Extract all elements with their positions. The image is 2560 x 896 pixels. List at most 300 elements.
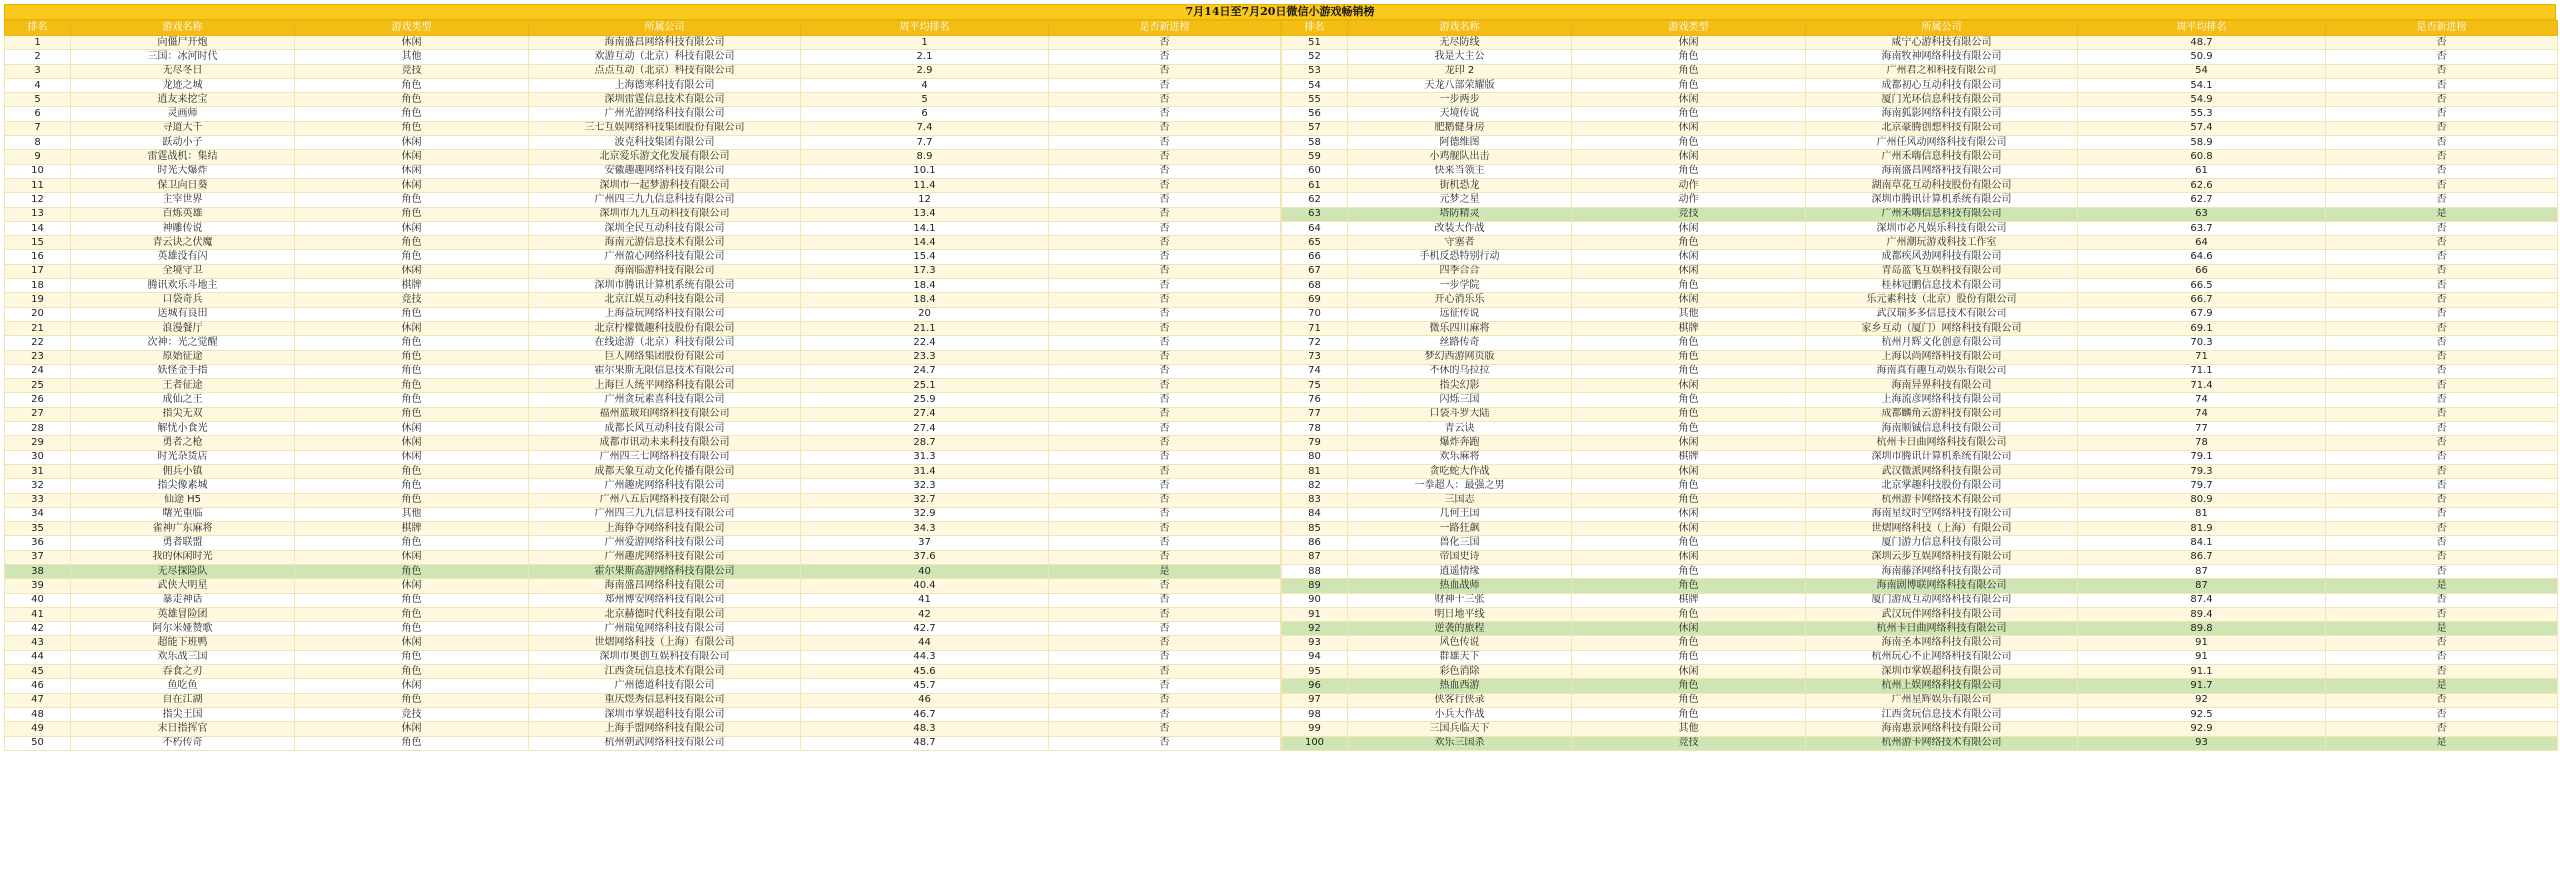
cell-company: 桂林冠鹏信息技术有限公司: [1806, 279, 2078, 293]
cell-game-name: 仙途 H5: [71, 493, 295, 507]
table-row[interactable]: [1282, 593, 2558, 607]
cell-rank: 57: [1282, 121, 1348, 135]
cell-rank: 20: [5, 307, 71, 321]
cell-new-entry: 是: [2326, 207, 2558, 221]
table-row[interactable]: [5, 622, 1281, 636]
table-row[interactable]: [5, 164, 1281, 178]
cell-game-type: 休闲: [1572, 550, 1806, 564]
cell-rank: 21: [5, 321, 71, 335]
cell-game-name: 守塞者: [1348, 236, 1572, 250]
table-row[interactable]: [5, 422, 1281, 436]
table-row[interactable]: [1282, 479, 2558, 493]
cell-company: 厦门光环信息科技有限公司: [1806, 93, 2078, 107]
cell-company: 深圳市奥创互娱科技有限公司: [529, 650, 801, 664]
cell-game-name: 跃动小子: [71, 136, 295, 150]
cell-company: 广州任风动网络科技有限公司: [1806, 136, 2078, 150]
cell-avg-rank: 89.8: [2078, 622, 2326, 636]
table-row[interactable]: [1282, 579, 2558, 593]
cell-game-type: 休闲: [295, 150, 529, 164]
cell-new-entry: 否: [2326, 636, 2558, 650]
table-row[interactable]: [5, 293, 1281, 307]
cell-new-entry: 否: [1049, 736, 1281, 750]
table-row[interactable]: [5, 522, 1281, 536]
header-company[interactable]: 所属公司: [529, 21, 801, 36]
table-row[interactable]: [5, 78, 1281, 92]
table-row[interactable]: [5, 379, 1281, 393]
cell-new-entry: 否: [1049, 350, 1281, 364]
table-row[interactable]: [1282, 207, 2558, 221]
table-row[interactable]: [1282, 450, 2558, 464]
table-row[interactable]: [5, 64, 1281, 78]
cell-game-name: 逍遥情缘: [1348, 564, 1572, 578]
cell-new-entry: 否: [2326, 78, 2558, 92]
cell-company: 海南牧神网络科技有限公司: [1806, 50, 2078, 64]
cell-company: 海南盛昌网络科技有限公司: [529, 579, 801, 593]
cell-game-type: 角色: [1572, 350, 1806, 364]
cell-rank: 84: [1282, 507, 1348, 521]
cell-game-type: 角色: [1572, 707, 1806, 721]
cell-game-type: 竞技: [1572, 736, 1806, 750]
cell-company: 广州星辉娱乐有限公司: [1806, 693, 2078, 707]
cell-game-type: 棋牌: [1572, 321, 1806, 335]
cell-rank: 29: [5, 436, 71, 450]
cell-company: 成都长风互动科技有限公司: [529, 422, 801, 436]
table-row[interactable]: [5, 50, 1281, 64]
cell-avg-rank: 81.9: [2078, 522, 2326, 536]
cell-game-name: 指尖王国: [71, 707, 295, 721]
cell-avg-rank: 63: [2078, 207, 2326, 221]
cell-rank: 10: [5, 164, 71, 178]
cell-rank: 80: [1282, 450, 1348, 464]
cell-game-name: 彩色消除: [1348, 665, 1572, 679]
table-row[interactable]: [1282, 665, 2558, 679]
cell-game-name: 指尖无双: [71, 407, 295, 421]
cell-avg-rank: 4: [801, 78, 1049, 92]
table-row[interactable]: [1282, 264, 2558, 278]
cell-new-entry: 否: [2326, 350, 2558, 364]
table-row[interactable]: [1282, 221, 2558, 235]
cell-avg-rank: 15.4: [801, 250, 1049, 264]
cell-company: 杭州月辉文化创意有限公司: [1806, 336, 2078, 350]
cell-avg-rank: 55.3: [2078, 107, 2326, 121]
table-row[interactable]: [1282, 464, 2558, 478]
cell-rank: 70: [1282, 307, 1348, 321]
cell-company: 海南藤泽网络科技有限公司: [1806, 564, 2078, 578]
cell-new-entry: 否: [1049, 178, 1281, 192]
cell-avg-rank: 42.7: [801, 622, 1049, 636]
table-row[interactable]: [1282, 293, 2558, 307]
cell-game-name: 天龙八部荣耀版: [1348, 78, 1572, 92]
table-row[interactable]: [1282, 650, 2558, 664]
cell-company: 杭州游卡网络技术有限公司: [1806, 493, 2078, 507]
table-row[interactable]: [1282, 679, 2558, 693]
cell-game-type: 休闲: [1572, 665, 1806, 679]
cell-new-entry: 否: [2326, 279, 2558, 293]
cell-company: 深圳市掌娱超科技有限公司: [529, 707, 801, 721]
cell-rank: 19: [5, 293, 71, 307]
cell-avg-rank: 89.4: [2078, 607, 2326, 621]
cell-new-entry: 否: [1049, 393, 1281, 407]
table-row[interactable]: [1282, 164, 2558, 178]
table-row[interactable]: [1282, 193, 2558, 207]
table-row[interactable]: [1282, 121, 2558, 135]
cell-rank: 71: [1282, 321, 1348, 335]
table-row[interactable]: [1282, 736, 2558, 750]
cell-new-entry: 否: [2326, 221, 2558, 235]
table-row[interactable]: [5, 450, 1281, 464]
cell-rank: 73: [1282, 350, 1348, 364]
cell-new-entry: 否: [1049, 450, 1281, 464]
table-row[interactable]: [1282, 550, 2558, 564]
table-row[interactable]: [1282, 364, 2558, 378]
cell-new-entry: 否: [1049, 50, 1281, 64]
table-row[interactable]: [1282, 336, 2558, 350]
table-row[interactable]: [1282, 250, 2558, 264]
cell-company: 重庆煜秀信息科技有限公司: [529, 693, 801, 707]
cell-rank: 23: [5, 350, 71, 364]
cell-company: 广州盈心网络科技有限公司: [529, 250, 801, 264]
cell-game-name: 时光杂货店: [71, 450, 295, 464]
header-game-type[interactable]: 游戏类型: [1572, 21, 1806, 36]
cell-game-type: 角色: [295, 364, 529, 378]
table-header: [1282, 21, 2558, 36]
table-row[interactable]: [1282, 107, 2558, 121]
table-row[interactable]: [5, 693, 1281, 707]
table-row[interactable]: [1282, 393, 2558, 407]
table-row[interactable]: [1282, 536, 2558, 550]
header-avg-rank[interactable]: 周平均排名: [2078, 21, 2326, 36]
table-row[interactable]: [5, 279, 1281, 293]
cell-game-type: 角色: [1572, 64, 1806, 78]
table-row[interactable]: [5, 221, 1281, 235]
table-row[interactable]: [5, 579, 1281, 593]
table-row[interactable]: [5, 564, 1281, 578]
table-row[interactable]: [5, 321, 1281, 335]
table-row[interactable]: [1282, 436, 2558, 450]
cell-avg-rank: 13.4: [801, 207, 1049, 221]
cell-game-name: 不休的乌拉拉: [1348, 364, 1572, 378]
cell-game-type: 角色: [1572, 336, 1806, 350]
table-row[interactable]: [5, 436, 1281, 450]
table-row[interactable]: [5, 393, 1281, 407]
cell-new-entry: 否: [2326, 178, 2558, 192]
table-row[interactable]: [1282, 722, 2558, 736]
cell-rank: 96: [1282, 679, 1348, 693]
table-row[interactable]: [5, 607, 1281, 621]
cell-rank: 88: [1282, 564, 1348, 578]
cell-rank: 16: [5, 250, 71, 264]
cell-game-type: 角色: [295, 736, 529, 750]
cell-new-entry: 是: [2326, 579, 2558, 593]
cell-avg-rank: 91: [2078, 650, 2326, 664]
cell-avg-rank: 46.7: [801, 707, 1049, 721]
cell-avg-rank: 54: [2078, 64, 2326, 78]
cell-company: 青岛蓝飞互娱科技有限公司: [1806, 264, 2078, 278]
cell-new-entry: 否: [1049, 650, 1281, 664]
table-row[interactable]: [5, 679, 1281, 693]
cell-rank: 92: [1282, 622, 1348, 636]
cell-game-name: 阿德维图: [1348, 136, 1572, 150]
table-row[interactable]: [5, 665, 1281, 679]
cell-rank: 51: [1282, 36, 1348, 50]
cell-game-type: 角色: [1572, 279, 1806, 293]
cell-game-name: 三国志: [1348, 493, 1572, 507]
table-row[interactable]: [5, 736, 1281, 750]
cell-game-name: 时光大爆炸: [71, 164, 295, 178]
table-row[interactable]: [1282, 407, 2558, 421]
table-row[interactable]: [1282, 422, 2558, 436]
cell-new-entry: 否: [1049, 121, 1281, 135]
cell-game-type: 休闲: [1572, 264, 1806, 278]
table-row[interactable]: [5, 307, 1281, 321]
cell-new-entry: 否: [2326, 364, 2558, 378]
cell-rank: 39: [5, 579, 71, 593]
table-row[interactable]: [1282, 136, 2558, 150]
cell-avg-rank: 7.7: [801, 136, 1049, 150]
cell-rank: 56: [1282, 107, 1348, 121]
table-row[interactable]: [1282, 321, 2558, 335]
header-game-name[interactable]: 游戏名称: [1348, 21, 1572, 36]
cell-avg-rank: 14.1: [801, 221, 1049, 235]
cell-new-entry: 否: [1049, 379, 1281, 393]
table-row[interactable]: [1282, 622, 2558, 636]
cell-game-type: 其他: [1572, 307, 1806, 321]
cell-new-entry: 否: [1049, 665, 1281, 679]
table-row[interactable]: [5, 93, 1281, 107]
table-row[interactable]: [5, 121, 1281, 135]
cell-game-name: 雀神广东麻将: [71, 522, 295, 536]
table-row[interactable]: [1282, 564, 2558, 578]
cell-avg-rank: 44.3: [801, 650, 1049, 664]
cell-rank: 46: [5, 679, 71, 693]
cell-game-type: 角色: [1572, 407, 1806, 421]
cell-game-name: 寻道大千: [71, 121, 295, 135]
cell-company: 北京掌趣科技股份有限公司: [1806, 479, 2078, 493]
cell-game-type: 角色: [1572, 164, 1806, 178]
table-row[interactable]: [1282, 178, 2558, 192]
cell-game-type: 角色: [295, 207, 529, 221]
cell-new-entry: 否: [2326, 236, 2558, 250]
cell-game-type: 角色: [295, 307, 529, 321]
cell-new-entry: 否: [2326, 607, 2558, 621]
table-row[interactable]: [1282, 707, 2558, 721]
table-row[interactable]: [5, 264, 1281, 278]
cell-company: 巨人网络集团股份有限公司: [529, 350, 801, 364]
table-row[interactable]: [1282, 636, 2558, 650]
table-row[interactable]: [1282, 236, 2558, 250]
table-row[interactable]: [5, 250, 1281, 264]
cell-game-name: 末日指挥官: [71, 722, 295, 736]
cell-game-name: 神雕传说: [71, 221, 295, 235]
table-row[interactable]: [5, 236, 1281, 250]
table-row[interactable]: [5, 407, 1281, 421]
cell-company: 广州四三九九信息科技有限公司: [529, 193, 801, 207]
table-row[interactable]: [1282, 279, 2558, 293]
header-game-type[interactable]: 游戏类型: [295, 21, 529, 36]
table-row[interactable]: [1282, 64, 2558, 78]
cell-game-type: 角色: [1572, 236, 1806, 250]
cell-rank: 7: [5, 121, 71, 135]
cell-game-name: 自在江湖: [71, 693, 295, 707]
cell-game-type: 休闲: [1572, 36, 1806, 50]
table-row[interactable]: [5, 650, 1281, 664]
cell-rank: 1: [5, 36, 71, 50]
cell-rank: 62: [1282, 193, 1348, 207]
cell-rank: 26: [5, 393, 71, 407]
cell-rank: 94: [1282, 650, 1348, 664]
cell-game-name: 指尖幻影: [1348, 379, 1572, 393]
cell-avg-rank: 27.4: [801, 422, 1049, 436]
cell-avg-rank: 61: [2078, 164, 2326, 178]
cell-company: 海南狐影网络科技有限公司: [1806, 107, 2078, 121]
cell-company: 深圳市掌娱超科技有限公司: [1806, 665, 2078, 679]
cell-game-type: 角色: [295, 236, 529, 250]
table-row[interactable]: [5, 722, 1281, 736]
table-row[interactable]: [5, 336, 1281, 350]
cell-new-entry: 否: [2326, 264, 2558, 278]
cell-avg-rank: 18.4: [801, 293, 1049, 307]
table-row[interactable]: [5, 207, 1281, 221]
cell-company: 上海流彦网络科技有限公司: [1806, 393, 2078, 407]
table-row[interactable]: [5, 593, 1281, 607]
table-row[interactable]: [1282, 493, 2558, 507]
cell-company: 成都麟角云游科技有限公司: [1806, 407, 2078, 421]
cell-avg-rank: 87: [2078, 579, 2326, 593]
cell-game-name: 暴走神话: [71, 593, 295, 607]
cell-game-type: 角色: [295, 407, 529, 421]
cell-avg-rank: 54.1: [2078, 78, 2326, 92]
cell-rank: 93: [1282, 636, 1348, 650]
cell-company: 上海铮夺网络科技有限公司: [529, 522, 801, 536]
cell-rank: 42: [5, 622, 71, 636]
table-row[interactable]: [1282, 78, 2558, 92]
header-avg-rank[interactable]: 周平均排名: [801, 21, 1049, 36]
header-company[interactable]: 所属公司: [1806, 21, 2078, 36]
cell-company: 广州禾嗨信息科技有限公司: [1806, 207, 2078, 221]
cell-new-entry: 否: [1049, 150, 1281, 164]
cell-company: 厦门游力信息科技有限公司: [1806, 536, 2078, 550]
cell-rank: 85: [1282, 522, 1348, 536]
cell-game-name: 一拳超人：最强之男: [1348, 479, 1572, 493]
cell-company: 海南临游科技有限公司: [529, 264, 801, 278]
table-row[interactable]: [5, 479, 1281, 493]
cell-game-type: 角色: [295, 393, 529, 407]
cell-rank: 63: [1282, 207, 1348, 221]
cell-new-entry: 否: [1049, 364, 1281, 378]
table-row[interactable]: [1282, 307, 2558, 321]
cell-game-name: 几何王国: [1348, 507, 1572, 521]
table-row[interactable]: [1282, 522, 2558, 536]
table-row[interactable]: [1282, 36, 2558, 50]
cell-new-entry: 否: [1049, 550, 1281, 564]
cell-company: 杭州游卡网络技术有限公司: [1806, 736, 2078, 750]
cell-company: 广州趣虎网络科技有限公司: [529, 479, 801, 493]
cell-rank: 15: [5, 236, 71, 250]
cell-rank: 76: [1282, 393, 1348, 407]
cell-game-name: 原始征途: [71, 350, 295, 364]
cell-company: 广州君之和科技有限公司: [1806, 64, 2078, 78]
table-row[interactable]: [5, 136, 1281, 150]
header-new-entry[interactable]: 是否新进榜: [2326, 21, 2558, 36]
table-row[interactable]: [5, 364, 1281, 378]
cell-game-name: 我是大主公: [1348, 50, 1572, 64]
cell-rank: 44: [5, 650, 71, 664]
cell-game-type: 角色: [295, 78, 529, 92]
cell-avg-rank: 91: [2078, 636, 2326, 650]
table-row[interactable]: [5, 350, 1281, 364]
cell-avg-rank: 5: [801, 93, 1049, 107]
cell-avg-rank: 37: [801, 536, 1049, 550]
cell-new-entry: 否: [2326, 436, 2558, 450]
cell-game-name: 浪漫餐厅: [71, 321, 295, 335]
table-row[interactable]: [5, 178, 1281, 192]
header-new-entry[interactable]: 是否新进榜: [1049, 21, 1281, 36]
table-row[interactable]: [1282, 50, 2558, 64]
cell-game-name: 明日地平线: [1348, 607, 1572, 621]
cell-company: 世熠网络科技（上海）有限公司: [529, 636, 801, 650]
table-row[interactable]: [5, 493, 1281, 507]
cell-rank: 69: [1282, 293, 1348, 307]
cell-game-type: 休闲: [1572, 93, 1806, 107]
cell-rank: 75: [1282, 379, 1348, 393]
cell-new-entry: 否: [1049, 336, 1281, 350]
table-row[interactable]: [1282, 350, 2558, 364]
cell-game-name: 小兵大作战: [1348, 707, 1572, 721]
cell-company: 武汉微派网络科技有限公司: [1806, 464, 2078, 478]
table-row[interactable]: [1282, 607, 2558, 621]
table-row[interactable]: [5, 707, 1281, 721]
header-game-name[interactable]: 游戏名称: [71, 21, 295, 36]
table-row[interactable]: [1282, 93, 2558, 107]
cell-rank: 24: [5, 364, 71, 378]
cell-rank: 53: [1282, 64, 1348, 78]
cell-avg-rank: 79.7: [2078, 479, 2326, 493]
table-row[interactable]: [5, 507, 1281, 521]
cell-new-entry: 否: [2326, 593, 2558, 607]
cell-rank: 34: [5, 507, 71, 521]
table-row[interactable]: [5, 464, 1281, 478]
table-row[interactable]: [5, 193, 1281, 207]
cell-avg-rank: 60.8: [2078, 150, 2326, 164]
cell-game-type: 角色: [295, 564, 529, 578]
cell-new-entry: 是: [2326, 679, 2558, 693]
table-row[interactable]: [5, 550, 1281, 564]
cell-rank: 82: [1282, 479, 1348, 493]
cell-game-name: 送城有良田: [71, 307, 295, 321]
table-row[interactable]: [5, 536, 1281, 550]
table-row[interactable]: [1282, 693, 2558, 707]
cell-new-entry: 否: [2326, 293, 2558, 307]
cell-company: 波克科技集团有限公司: [529, 136, 801, 150]
table-row[interactable]: [5, 36, 1281, 50]
header-rank[interactable]: 排名: [1282, 21, 1348, 36]
cell-game-name: 全境守卫: [71, 264, 295, 278]
table-row[interactable]: [1282, 150, 2558, 164]
table-row[interactable]: [1282, 379, 2558, 393]
table-row[interactable]: [5, 150, 1281, 164]
table-row[interactable]: [1282, 507, 2558, 521]
header-rank[interactable]: 排名: [5, 21, 71, 36]
cell-game-name: 无尽防线: [1348, 36, 1572, 50]
cell-avg-rank: 46: [801, 693, 1049, 707]
cell-game-type: 休闲: [295, 136, 529, 150]
cell-company: 杭州上娱网络科技有限公司: [1806, 679, 2078, 693]
cell-company: 福州蓝玻珀网络科技有限公司: [529, 407, 801, 421]
cell-new-entry: 否: [1049, 207, 1281, 221]
cell-rank: 40: [5, 593, 71, 607]
table-row[interactable]: [5, 107, 1281, 121]
table-row[interactable]: [5, 636, 1281, 650]
